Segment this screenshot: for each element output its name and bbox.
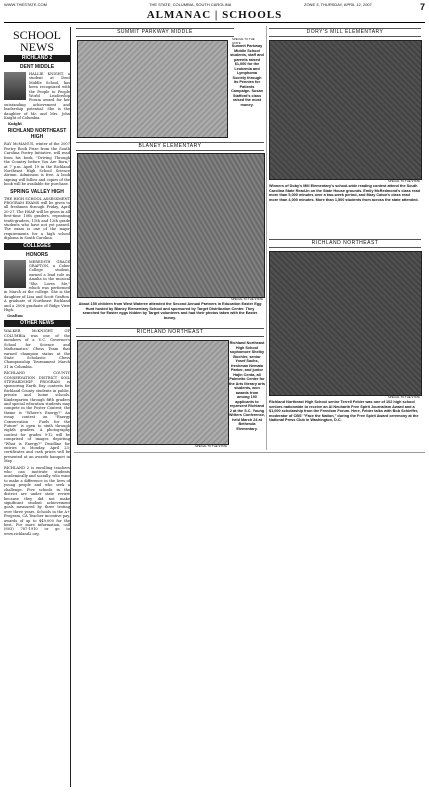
rne-bottom-credit: SPECIAL TO THE STATE xyxy=(195,444,227,448)
summit-photo xyxy=(77,40,228,138)
spring-valley-text: THE HIGH SCHOOL ASSESSMENT PROGRAM EXAMS will be given to all freshmen through Friday, April 20-27. The HSAP will be given in all first-time 10th graders, repeating tenth-graders, 11th and 12th grade students who have not yet passed. The exam is one of the major requirements for a high school diploma in South Carolina. xyxy=(4,196,70,241)
other-news-text-3: RICHLAND 2 is enrolling teachers who can motivate students academically and socially, who want to make a difference in the lives of young people and who seek a challenge. Five schools in the district are under state review because they did not make significant student achievement goals measured by three testing over three years. Schools in the A+ Program, CA Teacher incentive pay, awards of up to $49,000 for the best. For more information, call (803) 787-1910 or go to www.richland2.org. xyxy=(4,465,70,536)
dent-middle-heading: DENT MIDDLE xyxy=(19,64,55,70)
honors-heading: HONORS xyxy=(26,251,48,258)
rne-bottom-ribbon: RICHLAND NORTHEAST xyxy=(76,328,264,337)
masthead xyxy=(4,2,425,24)
dorys-credit: SPECIAL TO THE STATE xyxy=(388,179,420,183)
dent-middle-text: HALLIE KNIGHT, a student at Dent Middle School, has been recognized with the People to People World Leadership Forum award for her outstanding achievement and leadership potential. She is the daughter of Mr. and Mrs. John Knight of Columbia. xyxy=(4,72,70,121)
rne-text: RAY McMANUS, winter of the 2007 Poetry Book Prize from the South Carolina Poetry Initiative, will read from his book, "Driving Through the Country before You Are Born," at 7 p.m. April 19 in the Richland Northeast High School Science Atrium. Admission is free. A book signing will follow and copies of the book will be available for purchase. xyxy=(4,142,70,187)
rne-heading: RICHLAND NORTHEAST HIGH xyxy=(7,128,67,141)
column-divider xyxy=(266,26,267,450)
page-number: 7 xyxy=(419,2,425,12)
blaney-photo xyxy=(77,153,265,298)
dorys-ribbon: DORY'S MILL ELEMENTARY xyxy=(269,28,421,37)
dorys-photo xyxy=(269,40,422,180)
grafton-photo-caption: Grafton xyxy=(7,314,23,319)
colleges-bar: COLLEGES xyxy=(4,243,70,250)
honors-text: MEREDITH GRACE GRAFTON, a Coker College student, earned a lead role as Amalia in the musical "She Loves Me," which was performed in March at the college. She is the daughter of Lisa and Scott Grafton. A graduate of Northeast Richland and a 2006 graduate of Ridge View High. xyxy=(4,259,70,313)
other-news-text-1: WALKER McKNIGHT OF COLUMBIA was one of the members of a U.C. Governor's School for Science and Mathematics' Chess Team that earned champion status at the State Scholastic Chess Championship Tournament March 31 in Columbia. xyxy=(4,329,70,369)
summit-credit: SPECIAL TO THE STATE xyxy=(232,37,255,45)
rne-right-credit: SPECIAL TO THE STATE xyxy=(388,395,420,399)
summit-caption: Summit Parkway Middle School students, staff and parents raised $1,000 for the Leukemia and Lymphoma Society through its Pennies for Patients Campaign. Susan Stafford's class raised the most money. xyxy=(230,44,264,107)
blaney-caption: About 150 children from West Wateree attended the Second Annual Partners in Education Easter Egg Hunt hosted by Blaney Elementary School and sponsored by Target Distribution Center. They searched for Easter eggs hidden by Target volunteers and had their photos taken with the Easter bunny. xyxy=(78,302,262,320)
issue-date: ZONE 3, THURSDAY, APRIL 12, 2007 xyxy=(304,2,372,7)
rne-right-ribbon: RICHLAND NORTHEAST xyxy=(269,239,421,248)
rne-bottom-photo xyxy=(77,340,229,445)
summit-ribbon: SUMMIT PARKWAY MIDDLE xyxy=(76,28,234,37)
content-bottom-rule xyxy=(74,452,425,453)
knight-photo-caption: Knight xyxy=(8,122,22,127)
paper-name: THE STATE, COLUMBIA, SOUTH CAROLINA xyxy=(149,2,232,7)
other-news-text-2: RICHLAND COUNTY CONSERVATION DISTRICT SOIL STEWARDSHIP PROGRAM is sponsoring Earth Day contests for Richland County students in public, private and home schools. Kindergarten through fifth graders and special education students may compete in the Poster Contest; the theme is "Where's Energy?" An essay contest on "Energy Conservation - Fuels for the Future" is open to sixth through eighth graders. A photography contest for grades 9-12 will be comprised of images depicting "What is Energy?" Deadline for entries is Monday. April 23; certificates and cash prizes will be presented at an awards banquet in May. xyxy=(4,371,70,464)
blaney-ribbon: BLANEY ELEMENTARY xyxy=(76,142,264,151)
knight-photo xyxy=(4,72,26,100)
school-news-column xyxy=(4,27,71,787)
dorys-caption: Winners of Doby's Mill Elementary's school-wide reading contest attend the South Carolina State Read-In on the State House grounds. Emily McRedmond's class read more than 5,000 minutes over a two-week period, and Mary Caton's class read more than 4,000 minutes. More than 1,500 students from across the state attended. xyxy=(269,184,420,202)
rne-right-caption: Richland Northeast High School senior Terrell Felder was one of 102 high school seniors nationwide to receive an Al Neuharth Free Spirit Journalism Award and a $1,000 scholarship from the Freedom Forum. Here, Felder talks with Bob Schieffer, moderator of CBS' "Face the Nation," during the Free Spirit Award ceremony at the National Press Club in Washington, D.C. xyxy=(269,400,419,422)
site-url[interactable]: WWW.THESTATE.COM xyxy=(4,2,47,7)
school-news-title: SCHOOL NEWS xyxy=(12,28,61,54)
spring-valley-heading: SPRING VALLEY HIGH xyxy=(10,188,64,195)
rne-bottom-caption: Richland Northeast High School sophomore Shelby Buchler, senior Yosef Sachs, freshman Nemata Parker, and junior Hajin Cerda, all Palmetto Center for the Arts literary arts students, won awards from among 100 applicants to represent Richland 2 at the S.C. Young Writers Conference, held March 24 at Bethesda Elementary. xyxy=(229,341,266,431)
section-title: ALMANAC | SCHOOLS xyxy=(146,9,283,21)
masthead-meta xyxy=(4,2,425,8)
other-news-bar: OTHER NEWS xyxy=(4,320,70,327)
blaney-credit: SPECIAL TO THE STATE xyxy=(231,297,263,301)
rne-right-photo xyxy=(269,251,422,396)
grafton-photo xyxy=(4,260,26,288)
masthead-rule xyxy=(4,22,425,23)
richland2-bar: RICHLAND 2 xyxy=(4,55,70,62)
